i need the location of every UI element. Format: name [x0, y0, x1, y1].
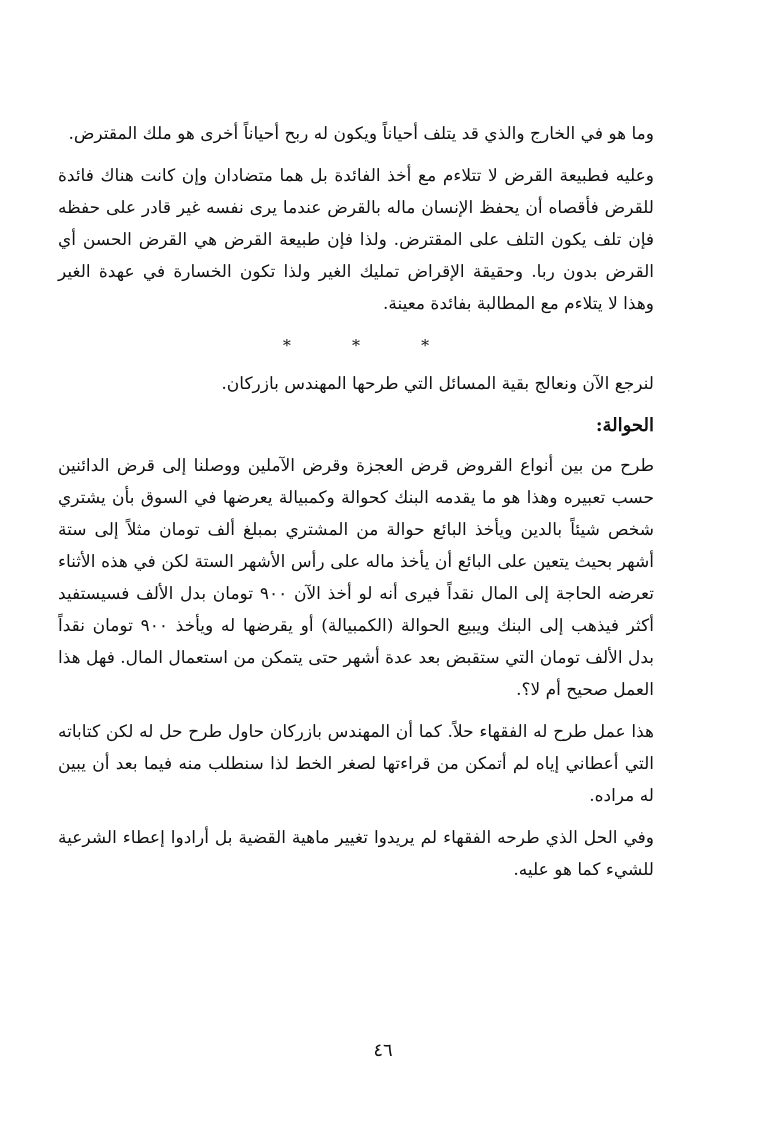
page-body	[58, 118, 654, 896]
section-heading: الحوالة:	[595, 415, 654, 436]
intro-paragraph: لنرجع الآن ونعالج بقية المسائل التي طرحها المهندس بازركان.	[221, 374, 654, 394]
paragraph-1: وما هو في الخارج والذي قد يتلف أحياناً ويكون له ربح أحياناً أخرى هو ملك المقترض.	[68, 124, 654, 144]
paragraph-3: طرح من بين أنواع القروض قرض العجزة وقرض الآملين ووصلنا إلى قرض الدائنين حسب تعبيره وهذا هو ما يقدمه البنك كحوالة وكمبيالة يعرضها في السوق بأن يشتري شخص شيئاً بالدين ويأخذ البائع حوالة من المشتري بمبلغ ألف تومان مثلاً إلى ستة أشهر بحيث يتعين على البائع أن يأخذ ماله على رأس الأشهر الستة لكن في هذه الأثناء تعرضه الحاجة إلى المال نقداً فيرى أنه لو أخذ الآن ٩٠٠ تومان بدل الألف فسيستفيد أكثر فيذهب إلى البنك ويبيع الحوالة (الكمبيالة) أو يقرضها له ويأخذ ٩٠٠ تومان نقداً بدل الألف تومان التي ستقبض بعد عدة أشهر حتى يتمكن من استعمال المال. فهل هذا العمل صحيح أم لا؟.	[58, 456, 654, 700]
paragraph-2: وعليه فطبيعة القرض لا تتلاءم مع أخذ الفائدة بل هما متضادان وإن كانت هناك فائدة للقرض فأقصاه أن يحفظ الإنسان ماله بالقرض عندما يرى نفسه غير قادر على حفظه فإن تلف يكون التلف على المقترض. ولذا فإن طبيعة القرض هي القرض الحسن أي القرض بدون ربا. وحقيقة الإقراض تمليك الغير ولذا تكون الخسارة في عهدة الغير وهذا لا يتلاءم مع المطالبة بفائدة معينة.	[58, 166, 654, 314]
page-number: ٤٦	[373, 1040, 393, 1061]
paragraph-4: هذا عمل طرح له الفقهاء حلاً. كما أن المهندس بازركان حاول طرح حل له لكن كتاباته التي أعطاني إياه لم أتمكن من قراءتها لصغر الخط لذا سنطلب منه فيما بعد أن يبين له مراده.	[58, 722, 654, 806]
paragraph-5: وفي الحل الذي طرحه الفقهاء لم يريدوا تغيير ماهية القضية بل أرادوا إعطاء الشرعية للشيء كما هو عليه.	[58, 828, 654, 880]
section-separator: * * *	[282, 336, 458, 355]
